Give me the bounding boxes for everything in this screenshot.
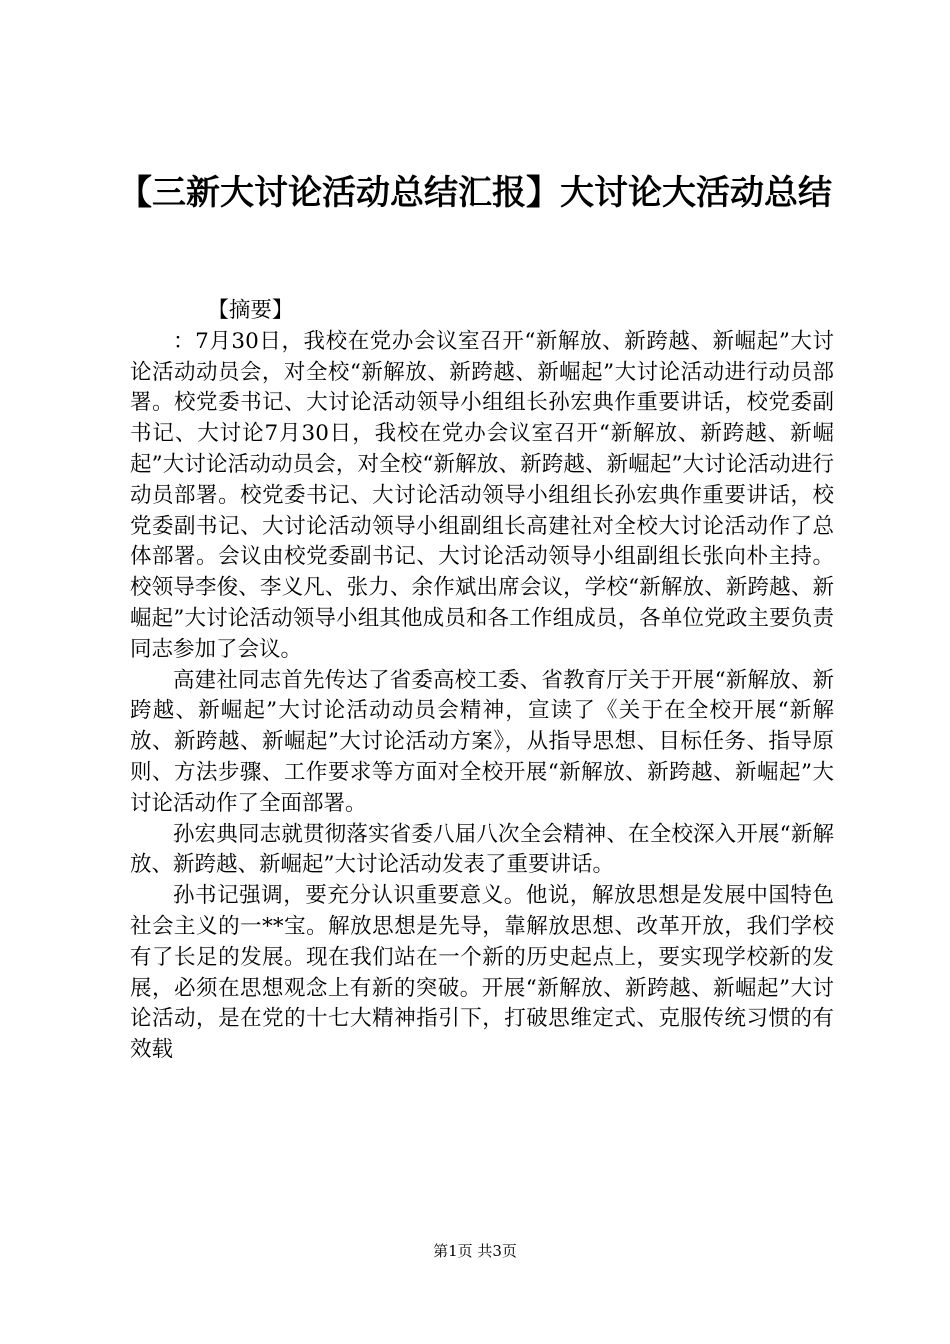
paragraph-1: ：7月30日，我校在党办会议室召开“新解放、新跨越、新崛起”大讨论活动动员会，对全校“新解放、新跨越、新崛起”大讨论活动进行动员部署。校党委书记、大讨论活动领导小组组长孙宏典作重要讲话，校党委副书记、大讨论7月30日，我校在党办会议室召开“新解放、新跨越、新崛起”大讨论活动动员会，对全校“新解放、新跨越、新崛起”大讨论活动进行动员部署。校党委书记、大讨论活动领导小组组长孙宏典作重要讲话，校党委副书记、大讨论活动领导小组副组长高建社对全校大讨论活动作了总体部署。会议由校党委副书记、大讨论活动领导小组副组长张向朴主持。校领导李俊、李义凡、张力、余作斌出席会议，学校“新解放、新跨越、新崛起”大讨论活动领导小组其他成员和各工作组成员，各单位党政主要负责同志参加了会议。	[130, 328, 834, 662]
paragraph-3: 孙宏典同志就贯彻落实省委八届八次全会精神、在全校深入开展“新解放、新跨越、新崛起”大讨论活动发表了重要讲话。	[130, 821, 834, 878]
abstract-label: 【摘要】	[207, 298, 294, 323]
paragraph-2: 高建社同志首先传达了省委高校工委、省教育厅关于开展“新解放、新跨越、新崛起”大讨论活动动员会精神，宣读了《关于在全校开展“新解放、新跨越、新崛起”大讨论活动方案》，从指导思想、目标任务、指导原则、方法步骤、工作要求等方面对全校开展“新解放、新跨越、新崛起”大讨论活动作了全面部署。	[130, 667, 834, 816]
document-body	[130, 296, 834, 1066]
paragraph-4: 孙书记强调，要充分认识重要意义。他说，解放思想是发展中国特色社会主义的一**宝。解放思想是先导，靠解放思想、改革开放，我们学校有了长足的发展。现在我们站在一个新的历史起点上，要实现学校新的发展，必须在思想观念上有新的突破。开展“新解放、新跨越、新崛起”大讨论活动，是在党的十七大精神指引下，打破思维定式、克服传统习惯的有效载	[130, 883, 834, 1063]
document-title: 【三新大讨论活动总结汇报】大讨论大活动总结	[118, 173, 832, 213]
page-footer: 第1页 共3页	[433, 1242, 517, 1260]
